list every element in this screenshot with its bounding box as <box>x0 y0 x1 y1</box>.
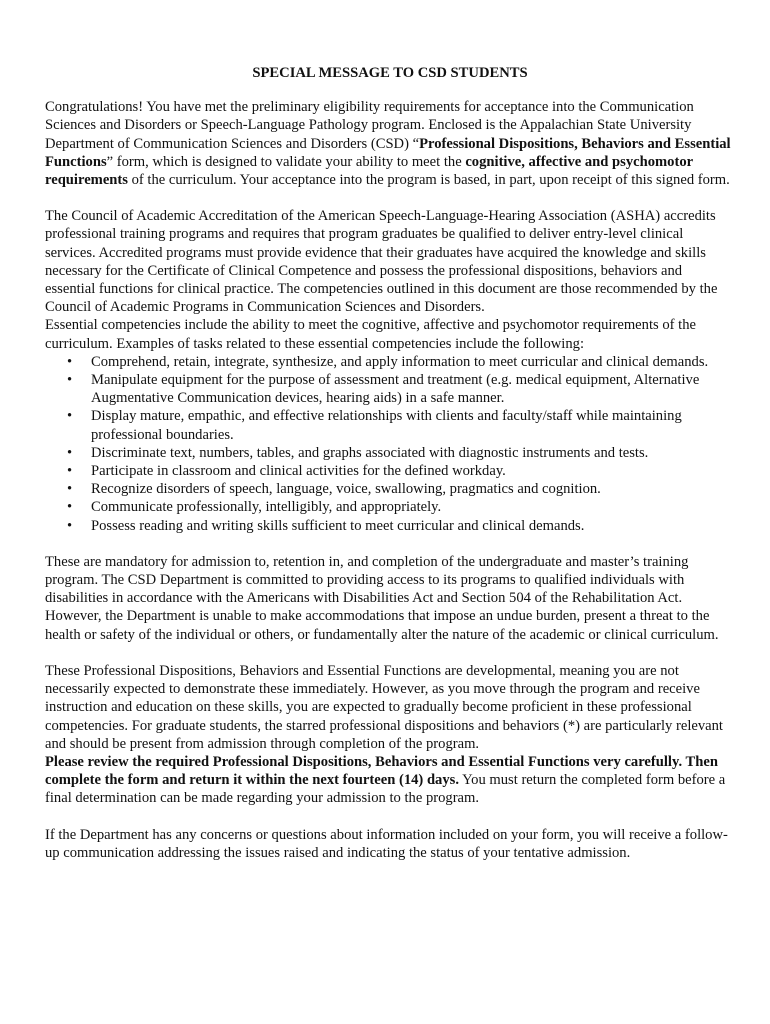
bullet-icon: • <box>67 517 73 534</box>
review-bold-instruction: Please review the required Professional Dispositions, Behaviors and Essential Functions very carefully. Then complete the form and return it within the next fourteen (14) days. <box>45 753 718 789</box>
bullet-icon: • <box>67 372 73 389</box>
intro-bold-requirements: cognitive, affective and psychomotor requirements <box>45 153 693 189</box>
list-item-text: Discriminate text, numbers, tables, and graphs associated with diagnostic instruments and tests. <box>91 444 649 461</box>
intro-text-1: Congratulations! You have met the preliminary eligibility requirements for acceptance into the Communication Sciences and Disorders or Speech-Language Pathology program. Enclosed is the Appalachian State University Department of Communication Sciences and Disorders (CSD) “ <box>45 99 694 152</box>
intro-text-3: of the curriculum. Your acceptance into the program is based, in part, upon receipt of this signed form. <box>127 172 730 189</box>
list-item <box>45 517 735 535</box>
bullet-icon: • <box>67 444 73 461</box>
document-page <box>45 64 735 862</box>
bullet-icon: • <box>67 408 73 425</box>
review-text: You must return the completed form before a final determination can be made regarding your admission to the program. <box>45 772 726 807</box>
intro-text-2: ” form, which is designed to validate your ability to meet the <box>106 153 466 170</box>
list-item <box>45 462 735 480</box>
paragraph-gap <box>45 808 735 826</box>
list-item-text: Manipulate equipment for the purpose of assessment and treatment (e.g. medical equipment, Alternative Augmentative Communication devices, hearing aids) in a safe manner. <box>91 372 700 407</box>
intro-bold-form-name: Professional Dispositions, Behaviors and Essential Functions <box>45 135 731 170</box>
list-item-text: Recognize disorders of speech, language, voice, swallowing, pragmatics and cognition. <box>91 481 601 498</box>
list-item-text: Possess reading and writing skills sufficient to meet curricular and clinical demands. <box>91 517 585 534</box>
essential-paragraph: Essential competencies include the ability to meet the cognitive, affective and psychomotor requirements of the curriculum. Examples of tasks related to these essential competencies include the following: <box>45 317 696 352</box>
paragraph-gap <box>45 535 735 553</box>
bullet-icon: • <box>67 463 73 480</box>
list-item-text: Comprehend, retain, integrate, synthesize, and apply information to meet curricular and clinical demands. <box>91 353 709 370</box>
developmental-paragraph: These Professional Dispositions, Behaviors and Essential Functions are developmental, meaning you are not necessarily expected to demonstrate these immediately. However, as you move through the program and receive instruction and education on these skills, you are expected to gradually become proficient in these professional competencies. For graduate students, the starred professional dispositions and behaviors (*) are particularly relevant and should be present from admission through completion of the program. <box>45 662 723 752</box>
list-item <box>45 480 735 498</box>
list-item <box>45 407 735 443</box>
mandatory-paragraph: These are mandatory for admission to, retention in, and completion of the undergraduate and master’s training program. The CSD Department is committed to providing access to its programs to qualified individuals with disabilities in accordance with the Americans with Disabilities Act and Section 504 of the Rehabilitation Act. However, the Department is unable to make accommodations that impose an undue burden, present a threat to the health or safety of the individual or others, or fundamentally alter the nature of the academic or clinical curriculum. <box>45 553 719 643</box>
paragraph-gap <box>45 189 735 207</box>
list-item <box>45 371 735 407</box>
concerns-paragraph: If the Department has any concerns or questions about information included on your form, you will receive a follow-up communication addressing the issues raised and indicating the status of your tentative admission. <box>45 826 728 861</box>
paragraph-gap <box>45 644 735 662</box>
task-list <box>45 353 735 535</box>
list-item <box>45 353 735 371</box>
bullet-icon: • <box>67 481 73 498</box>
bullet-icon: • <box>67 499 73 516</box>
document-title: SPECIAL MESSAGE TO CSD STUDENTS <box>252 65 528 81</box>
bullet-icon: • <box>67 353 73 370</box>
review-paragraph <box>45 753 735 808</box>
list-item <box>45 444 735 462</box>
council-paragraph: The Council of Academic Accreditation of the American Speech-Language-Hearing Association (ASHA) accredits professional training programs and requires that program graduates be qualified to deliver entry-level clinical services. Accredited programs must provide evidence that their graduates have acquired the knowledge and skills necessary for the Certificate of Clinical Competence and possess the professional dispositions, behaviors and essential functions for clinical practice. The competencies outlined in this document are those recommended by the Council of Academic Programs in Communication Sciences and Disorders. <box>45 208 718 316</box>
list-item-text: Display mature, empathic, and effective relationships with clients and faculty/staff while maintaining professional boundaries. <box>91 408 682 443</box>
list-item <box>45 498 735 516</box>
list-item-text: Communicate professionally, intelligibly, and appropriately. <box>91 499 442 516</box>
intro-paragraph <box>45 98 735 189</box>
list-item-text: Participate in classroom and clinical activities for the defined workday. <box>91 463 506 480</box>
